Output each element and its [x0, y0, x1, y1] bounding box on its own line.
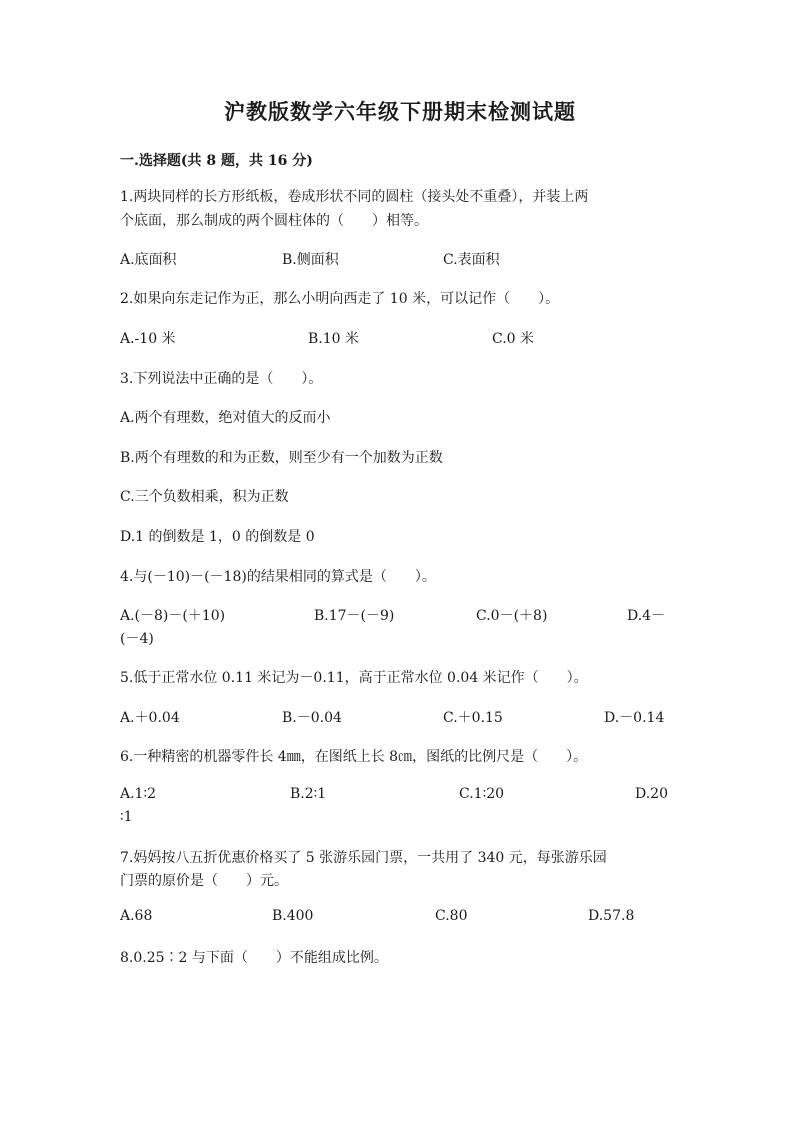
question-2-option-a: A.-10 米 [120, 331, 176, 347]
question-5-stem: 5.低于正常水位 0.11 米记为－0.11，高于正常水位 0.04 米记作（ ）。 [120, 670, 588, 686]
question-7-stem-line-2: 门票的原价是（ ）元。 [120, 873, 288, 889]
question-4-option-d: D.4－ [627, 608, 666, 624]
question-3-option-a: A.两个有理数，绝对值大的反而小 [120, 410, 331, 426]
question-4-stem: 4.与(－10)－(－18)的结果相同的算式是（ ）。 [120, 569, 436, 585]
page-title: 沪教版数学六年级下册期末检测试题 [224, 99, 576, 124]
question-2-stem: 2.如果向东走记作为正，那么小明向西走了 10 米，可以记作（ ）。 [120, 291, 560, 307]
question-5-option-d: D.－0.14 [604, 710, 665, 726]
question-6-option-d: D.20 [635, 786, 668, 802]
question-6-option-a: A.1∶2 [120, 786, 157, 802]
question-7-option-a: A.68 [120, 908, 153, 924]
question-6-option-b: B.2∶1 [290, 786, 327, 802]
question-6-option-c: C.1∶20 [459, 786, 505, 802]
question-3-option-b: B.两个有理数的和为正数，则至少有一个加数为正数 [120, 450, 443, 466]
question-5-option-a: A.＋0.04 [120, 710, 180, 726]
question-5-option-c: C.＋0.15 [443, 710, 503, 726]
question-6-option-d-wrap: ∶1 [120, 809, 133, 825]
question-3-stem: 3.下列说法中正确的是（ ）。 [120, 371, 323, 387]
question-7-option-b: B.400 [272, 908, 314, 924]
question-7-option-d: D.57.8 [588, 908, 635, 924]
section-heading: 一.选择题(共 8 题，共 16 分) [120, 153, 313, 169]
question-4-option-b: B.17－(－9) [314, 608, 395, 624]
question-4-option-a: A.(－8)－(＋10) [120, 608, 226, 624]
question-3-option-d: D.1 的倒数是 1，0 的倒数是 0 [120, 529, 315, 545]
question-1-option-c: C.表面积 [443, 252, 500, 268]
question-2-option-b: B.10 米 [308, 331, 360, 347]
question-4-option-c: C.0－(＋8) [476, 608, 548, 624]
question-8-stem: 8.0.25∶2 与下面（ ）不能组成比例。 [120, 950, 388, 966]
question-2-option-c: C.0 米 [492, 331, 535, 347]
question-6-stem: 6.一种精密的机器零件长 4㎜，在图纸上长 8㎝，图纸的比例尺是（ ）。 [120, 749, 588, 765]
question-4-option-d-wrap: (－4) [120, 631, 154, 647]
question-1-stem-line-1: 1.两块同样的长方形纸板，卷成形状不同的圆柱（接头处不重叠），并装上两 [120, 189, 589, 205]
question-1-stem-line-2: 个底面，那么制成的两个圆柱体的（ ）相等。 [120, 213, 428, 229]
question-7-option-c: C.80 [435, 908, 468, 924]
question-3-option-c: C.三个负数相乘，积为正数 [120, 489, 289, 505]
question-1-option-b: B.侧面积 [282, 252, 339, 268]
question-5-option-b: B.－0.04 [282, 710, 342, 726]
question-1-option-a: A.底面积 [120, 252, 177, 268]
question-7-stem-line-1: 7.妈妈按八五折优惠价格买了 5 张游乐园门票，一共用了 340 元，每张游乐园 [120, 850, 607, 866]
